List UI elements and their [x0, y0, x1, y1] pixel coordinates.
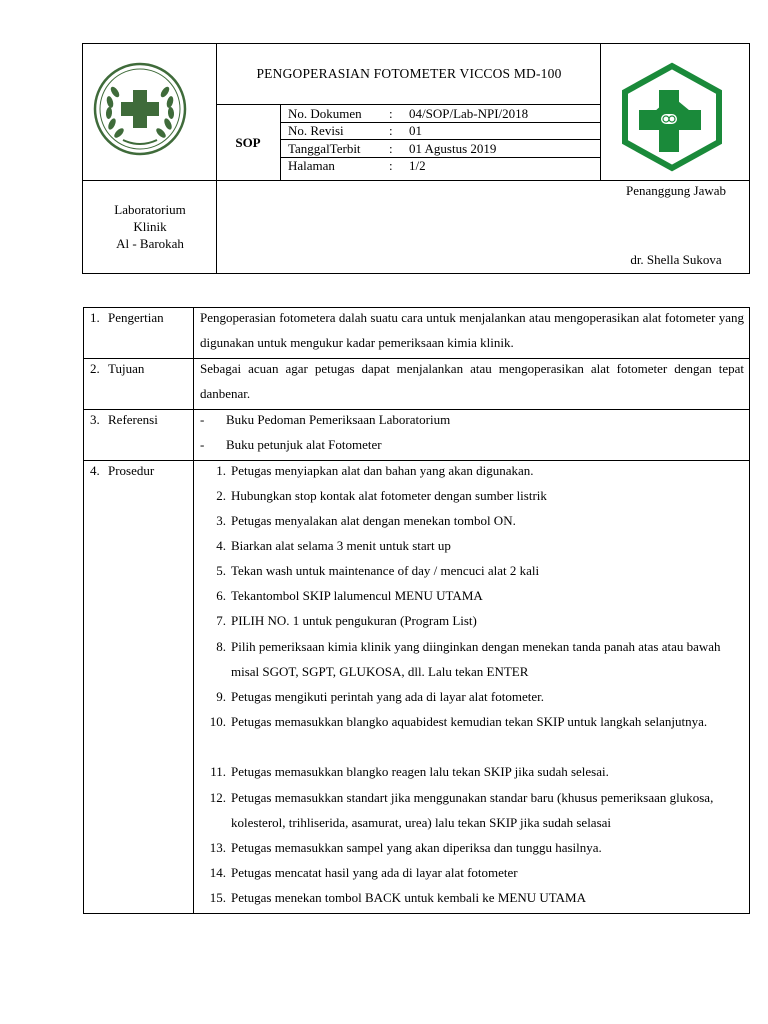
wreath-cross-logo-icon [93, 62, 187, 156]
section-text-pengertian: Pengoperasian fotometera dalah suatu cara untuk menjalankan atau mengoperasikan alat fotometer yang digunakan untuk mengukur kadar pemeriksaan kimia klinik. [200, 310, 744, 350]
reference-item: - Buku Pedoman Pemeriksaan Laboratorium [200, 412, 451, 427]
section-label-prosedur: 4. Prosedur [90, 463, 155, 478]
divider [83, 180, 749, 181]
laboratory-name: Laboratorium Klinik Al - Barokah [114, 202, 186, 251]
responsible-name: dr. Shella Sukova [630, 252, 722, 267]
responsible-label: Penanggung Jawab [625, 183, 726, 198]
reference-item: - Buku petunjuk alat Fotometer [200, 437, 382, 452]
section-label-referensi: 3. Referensi [90, 412, 158, 427]
section-label-tujuan: 2. Tujuan [90, 361, 145, 376]
meta-row-issue-date: TanggalTerbit : 01 Agustus 2019 [288, 141, 497, 156]
sop-content-table: 1. Pengertian Pengoperasian fotometera dalah suatu cara untuk menjalankan atau mengoperasikan alat fotometer yang digunakan untuk mengukur kadar pemeriksaan kimia klinik. 2. Tujuan Sebagai acuan agar petugas dapat menjalankan atau mengoperasikan alat fotometer dengan tepat danbenar. 3. Referensi - Buku Pedoman Pemeriksaan Laboratorium - Buku petunjuk alat Fotometer 4. Prosedur 1. Petugas menyiapkan alat dan bahan yang akan digunakan. 2. Hubungkan stop kontak alat fotometer dengan sumber listrik 3. Petugas menyalakan alat dengan menekan tombol ON. 4. Biarkan alat selama 3 menit untuk start up 5. Tekan wash untuk maintenance of day / mencuci alat 2 kali 6. Tekantombol SKIP lalumencul MENU UTAMA 7. PILIH NO. 1 untuk pengukuran (Program List) 8. Pilih pemeriksaan kimia klinik yang diinginkan dengan menekan tanda panah atas atau bawah misal SGOT, SGPT, GLUKOSA, dll. Lalu tekan ENTER 9. Petugas mengikuti perintah yang ada di layar alat fotometer. 10. Petugas memasukkan blangko aquabidest kemudian tekan SKIP untuk langkah selanjutnya. 11. Petugas memasukkan blangko reagen lalu tekan SKIP jika sudah selesai. 12. Petugas memasukkan standart jika menggunakan standar baru (khusus pemeriksaan glukosa, kolesterol, trihliserida, asamurat, urea) lalu tekan SKIP jika sudah selasai 13. Petugas memasukkan sampel yang akan diperiksa dan tunggu hasilnya. 14. Petugas mencatat hasil yang ada di layar alat fotometer 15. Petugas menekan tombol BACK untuk kembali ke MENU UTAMA [83, 307, 750, 914]
meta-row-page: Halaman : 1/2 [288, 158, 426, 173]
sop-header [82, 43, 750, 274]
clinic-cross-logo-icon [617, 62, 727, 172]
sop-label: SOP [235, 135, 261, 150]
section-text-tujuan: Sebagai acuan agar petugas dapat menjalankan atau mengoperasikan alat fotometer dengan tepat danbenar. [200, 361, 744, 401]
divider [193, 308, 194, 913]
meta-row-document-number: No. Dokumen : 04/SOP/Lab-NPI/2018 [288, 106, 529, 121]
meta-row-revision: No. Revisi : 01 [288, 123, 422, 138]
document-title: PENGOPERASIAN FOTOMETER VICCOS MD-100 [256, 66, 562, 81]
section-label-pengertian: 1. Pengertian [90, 310, 164, 325]
right-logo-cell [601, 44, 749, 180]
